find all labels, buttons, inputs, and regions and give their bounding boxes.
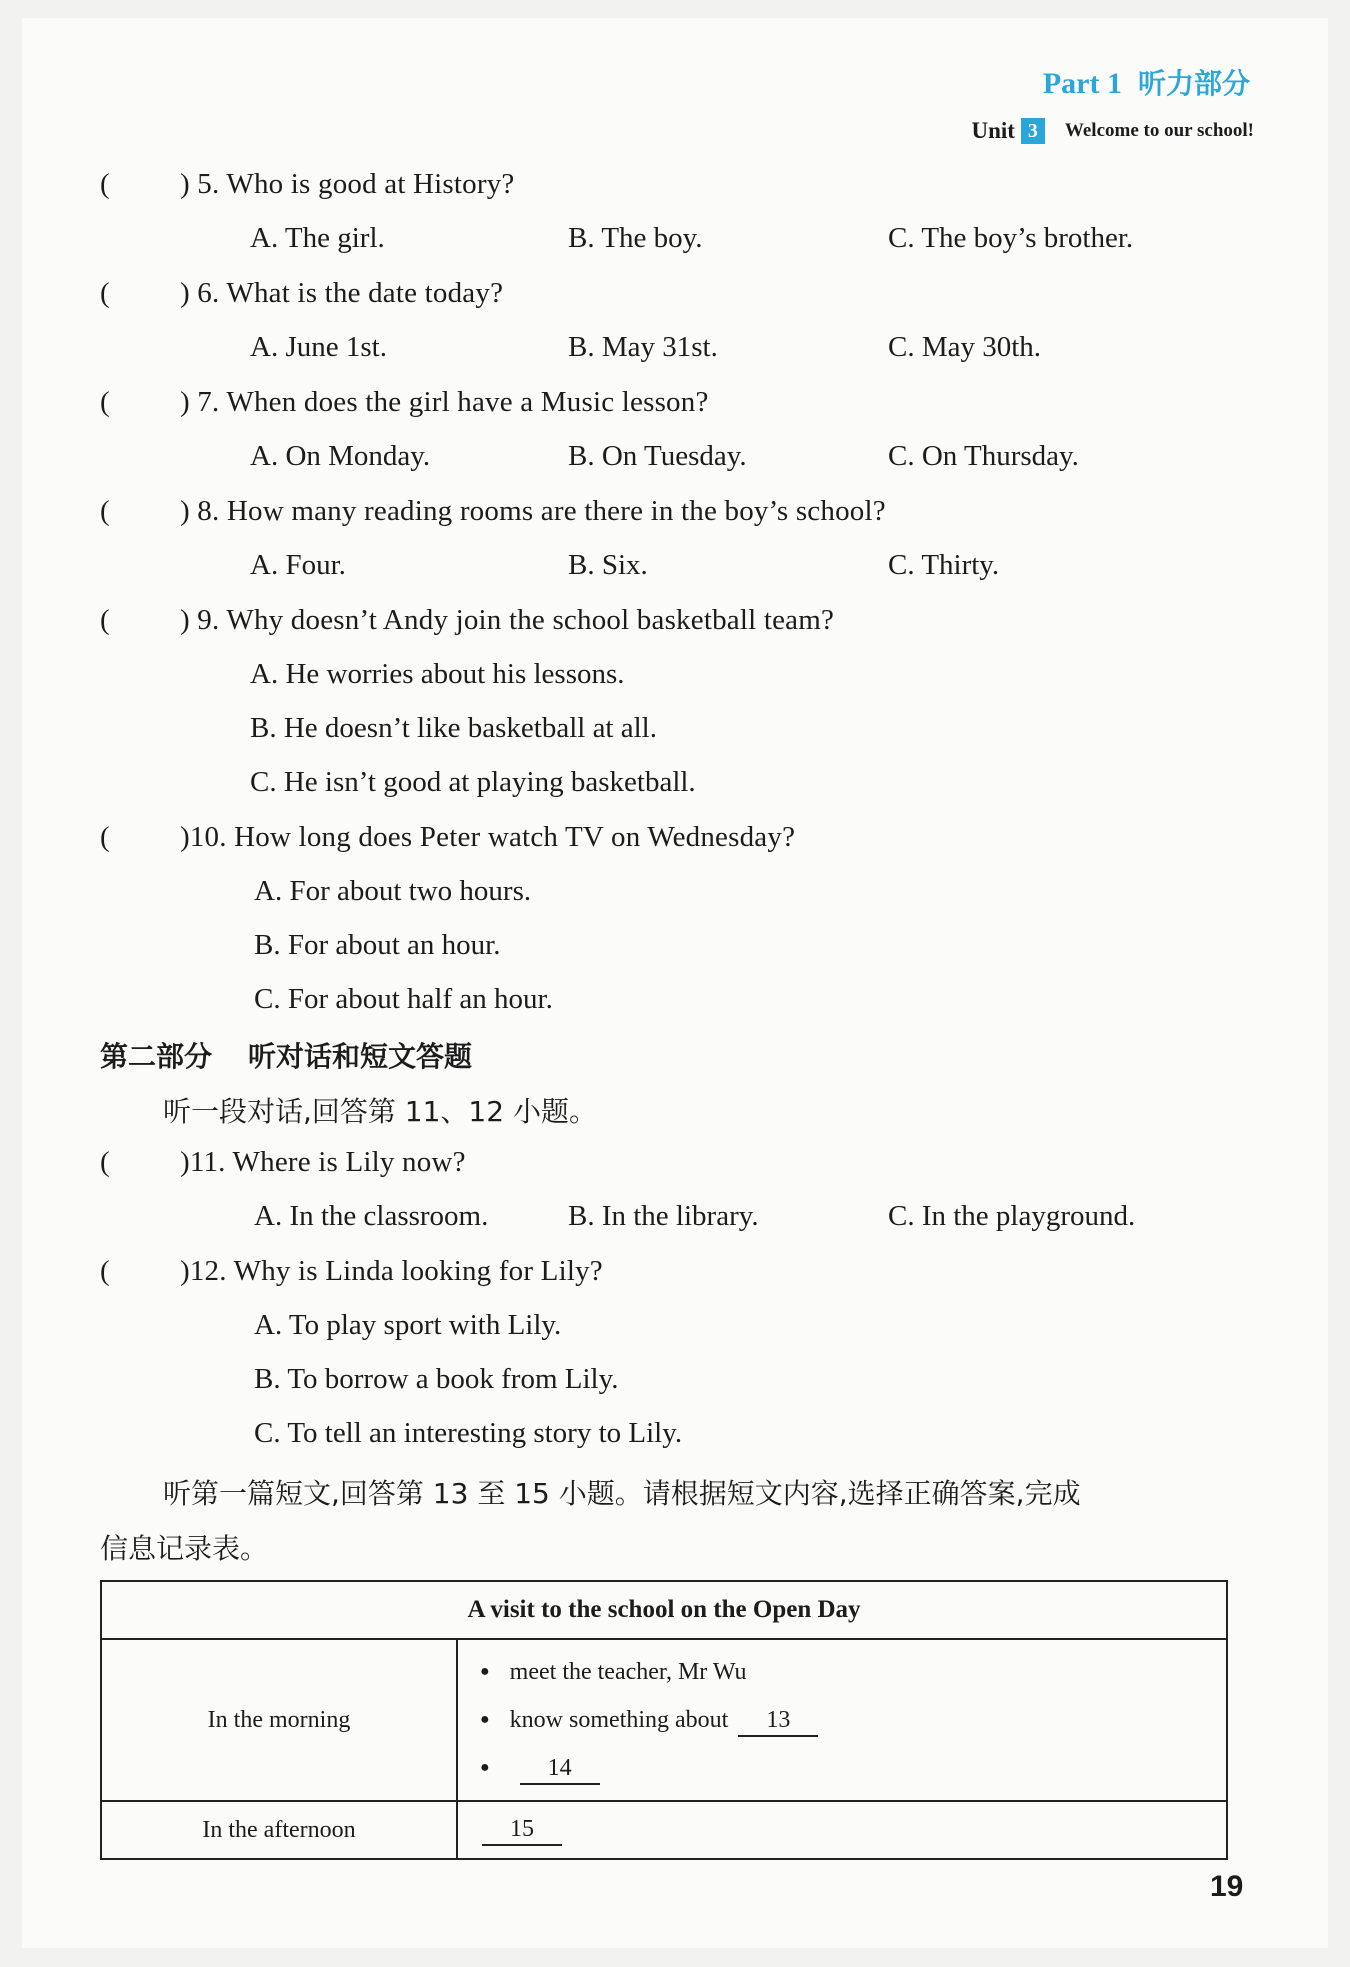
- option-10a[interactable]: A. For about two hours.: [254, 875, 532, 907]
- blank-15[interactable]: 15: [482, 1814, 562, 1846]
- afternoon-cell: [457, 1801, 1227, 1859]
- question-6: ) 6. What is the date today?: [180, 277, 504, 309]
- answer-paren[interactable]: (: [100, 604, 110, 636]
- option-6a[interactable]: A. June 1st.: [250, 331, 387, 363]
- option-12b[interactable]: B. To borrow a book from Lily.: [254, 1363, 619, 1395]
- option-6c[interactable]: C. May 30th.: [888, 331, 1042, 363]
- option-7b[interactable]: B. On Tuesday.: [568, 440, 747, 472]
- option-12c[interactable]: C. To tell an interesting story to Lily.: [254, 1417, 683, 1449]
- instruction-passage: 听第一篇短文,回答第 13 至 15 小题。请根据短文内容,选择正确答案,完成: [163, 1477, 1081, 1510]
- option-11c[interactable]: C. In the playground.: [888, 1200, 1136, 1232]
- option-9a[interactable]: A. He worries about his lessons.: [250, 658, 625, 690]
- option-11b[interactable]: B. In the library.: [568, 1200, 759, 1232]
- answer-paren[interactable]: (: [100, 1146, 110, 1178]
- blank-13[interactable]: 13: [738, 1705, 818, 1737]
- answer-paren[interactable]: (: [100, 168, 110, 200]
- question-9: ) 9. Why doesn’t Andy join the school basketball team?: [180, 604, 835, 636]
- unit-title: Welcome to our school!: [1064, 120, 1254, 141]
- option-10c[interactable]: C. For about half an hour.: [254, 983, 553, 1015]
- option-7a[interactable]: A. On Monday.: [250, 440, 431, 472]
- option-8b[interactable]: B. Six.: [568, 549, 648, 581]
- option-5b[interactable]: B. The boy.: [568, 222, 703, 254]
- answer-paren[interactable]: (: [100, 821, 110, 853]
- option-11a[interactable]: A. In the classroom.: [254, 1200, 489, 1232]
- table-title: A visit to the school on the Open Day: [101, 1581, 1227, 1639]
- instruction-dialogue: 听一段对话,回答第 11、12 小题。: [163, 1095, 597, 1128]
- option-6b[interactable]: B. May 31st.: [568, 331, 718, 363]
- morning-item: [480, 1744, 1226, 1792]
- option-9b[interactable]: B. He doesn’t like basketball at all.: [250, 712, 657, 744]
- option-5a[interactable]: A. The girl.: [250, 222, 385, 254]
- question-8: ) 8. How many reading rooms are there in the boy’s school?: [180, 495, 886, 527]
- section-subtitle: 听对话和短文答题: [248, 1040, 473, 1073]
- morning-item: ● know something about 13: [480, 1696, 1226, 1744]
- question-5: ) 5. Who is good at History?: [180, 168, 515, 200]
- option-5c[interactable]: C. The boy’s brother.: [888, 222, 1134, 254]
- part-label: Part 1: [1042, 67, 1122, 100]
- part-label-zh: 听力部分: [1137, 67, 1250, 100]
- unit-header: [971, 118, 1254, 144]
- question-7: ) 7. When does the girl have a Music lesson?: [180, 386, 709, 418]
- option-8a[interactable]: A. Four.: [250, 549, 346, 581]
- answer-paren[interactable]: (: [100, 386, 110, 418]
- answer-paren[interactable]: (: [100, 1255, 110, 1287]
- page-number: 19: [1210, 1870, 1244, 1903]
- question-10: )10. How long does Peter watch TV on Wednesday?: [180, 821, 796, 853]
- question-11: )11. Where is Lily now?: [180, 1146, 466, 1178]
- morning-label: In the morning: [101, 1639, 457, 1801]
- answer-paren[interactable]: (: [100, 277, 110, 309]
- section-label: 第二部分: [100, 1040, 213, 1073]
- afternoon-label: In the afternoon: [101, 1801, 457, 1859]
- option-12a[interactable]: A. To play sport with Lily.: [254, 1309, 562, 1341]
- answer-paren[interactable]: (: [100, 495, 110, 527]
- part-header: [1043, 62, 1250, 102]
- unit-label: Unit: [971, 118, 1015, 143]
- option-7c[interactable]: C. On Thursday.: [888, 440, 1079, 472]
- info-record-table: [100, 1580, 1228, 1860]
- question-12: )12. Why is Linda looking for Lily?: [180, 1255, 603, 1287]
- blank-14[interactable]: 14: [520, 1753, 600, 1785]
- option-10b[interactable]: B. For about an hour.: [254, 929, 501, 961]
- morning-items: [457, 1639, 1227, 1801]
- morning-item: ● meet the teacher, Mr Wu: [480, 1648, 1226, 1696]
- option-9c[interactable]: C. He isn’t good at playing basketball.: [250, 766, 696, 798]
- section-title: [100, 1035, 472, 1075]
- option-8c[interactable]: C. Thirty.: [888, 549, 1000, 581]
- instruction-passage-cont: 信息记录表。: [100, 1532, 269, 1565]
- unit-number-badge: 3: [1021, 118, 1045, 144]
